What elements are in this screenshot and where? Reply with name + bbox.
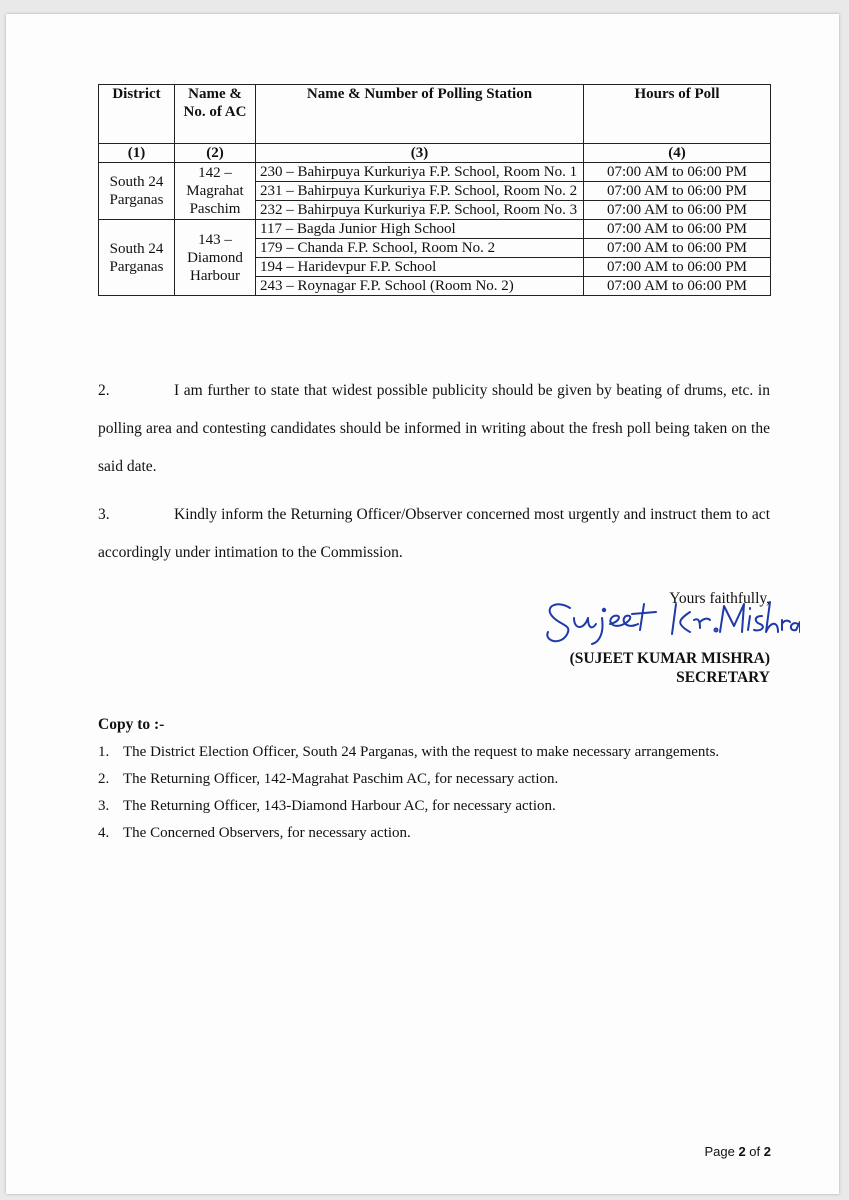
table-row <box>99 220 771 239</box>
signatory-title: SECRETARY <box>676 669 770 686</box>
header-polling-station: Name & Number of Polling Station <box>256 85 584 144</box>
district-cell: South 24 Parganas <box>99 220 175 296</box>
table-row <box>99 163 771 182</box>
list-text: The District Election Officer, South 24 Parganas, with the request to make necessary arrangements. <box>123 744 720 760</box>
signatory-name: (SUJEET KUMAR MISHRA) <box>569 650 770 667</box>
table-header-row <box>99 85 771 144</box>
list-item <box>98 797 770 815</box>
paragraph-text: Kindly inform the Returning Officer/Observer concerned most urgently and instruct them to act accordingly under intimation to the Commission. <box>98 506 770 561</box>
paragraph-number: 3. <box>98 506 110 523</box>
hours-cell: 07:00 AM to 06:00 PM <box>584 201 771 220</box>
page-total: 2 <box>763 1144 771 1159</box>
hours-cell: 07:00 AM to 06:00 PM <box>584 182 771 201</box>
list-number: 3. <box>98 798 110 814</box>
list-number: 4. <box>98 825 110 841</box>
list-item <box>98 824 770 842</box>
district-cell: South 24 Parganas <box>99 163 175 220</box>
paragraph-text: I am further to state that widest possible publicity should be given by beating of drums, etc. in polling area and contesting candidates should be informed in writing about the fresh poll being taken on the said date. <box>98 382 770 475</box>
list-text: The Concerned Observers, for necessary action. <box>123 825 411 841</box>
col-number: (3) <box>256 144 584 163</box>
hours-cell: 07:00 AM to 06:00 PM <box>584 163 771 182</box>
station-cell: 243 – Roynagar F.P. School (Room No. 2) <box>256 277 584 296</box>
copy-to-list <box>98 743 770 851</box>
page-current: 2 <box>738 1144 746 1159</box>
header-district: District <box>99 85 175 144</box>
paragraph-2 <box>98 372 770 486</box>
list-text: The Returning Officer, 143-Diamond Harbour AC, for necessary action. <box>123 798 556 814</box>
list-number: 2. <box>98 771 110 787</box>
paragraph-3 <box>98 496 770 572</box>
station-cell: 179 – Chanda F.P. School, Room No. 2 <box>256 239 584 258</box>
page-of: of <box>749 1144 761 1159</box>
column-number-row <box>99 144 771 163</box>
hours-cell: 07:00 AM to 06:00 PM <box>584 258 771 277</box>
station-cell: 231 – Bahirpuya Kurkuriya F.P. School, Room No. 2 <box>256 182 584 201</box>
hours-cell: 07:00 AM to 06:00 PM <box>584 239 771 258</box>
station-cell: 230 – Bahirpuya Kurkuriya F.P. School, Room No. 1 <box>256 163 584 182</box>
polling-station-table <box>98 84 771 296</box>
header-hours: Hours of Poll <box>584 85 771 144</box>
col-number: (2) <box>175 144 256 163</box>
station-cell: 194 – Haridevpur F.P. School <box>256 258 584 277</box>
ac-cell: 143 – Diamond Harbour <box>175 220 256 296</box>
hours-cell: 07:00 AM to 06:00 PM <box>584 277 771 296</box>
list-item <box>98 770 770 788</box>
copy-to-heading: Copy to :- <box>98 716 165 733</box>
ac-cell: 142 – Magrahat Paschim <box>175 163 256 220</box>
col-number: (1) <box>99 144 175 163</box>
closing-text: Yours faithfully, <box>669 590 770 607</box>
paragraph-number: 2. <box>98 382 110 399</box>
station-cell: 117 – Bagda Junior High School <box>256 220 584 239</box>
hours-cell: 07:00 AM to 06:00 PM <box>584 220 771 239</box>
station-cell: 232 – Bahirpuya Kurkuriya F.P. School, Room No. 3 <box>256 201 584 220</box>
page-number <box>704 1144 771 1159</box>
list-item <box>98 743 770 761</box>
list-text: The Returning Officer, 142-Magrahat Paschim AC, for necessary action. <box>123 771 559 787</box>
handwritten-signature <box>540 596 800 648</box>
header-ac: Name & No. of AC <box>175 85 256 144</box>
page-prefix: Page <box>704 1144 735 1159</box>
col-number: (4) <box>584 144 771 163</box>
list-number: 1. <box>98 744 110 760</box>
